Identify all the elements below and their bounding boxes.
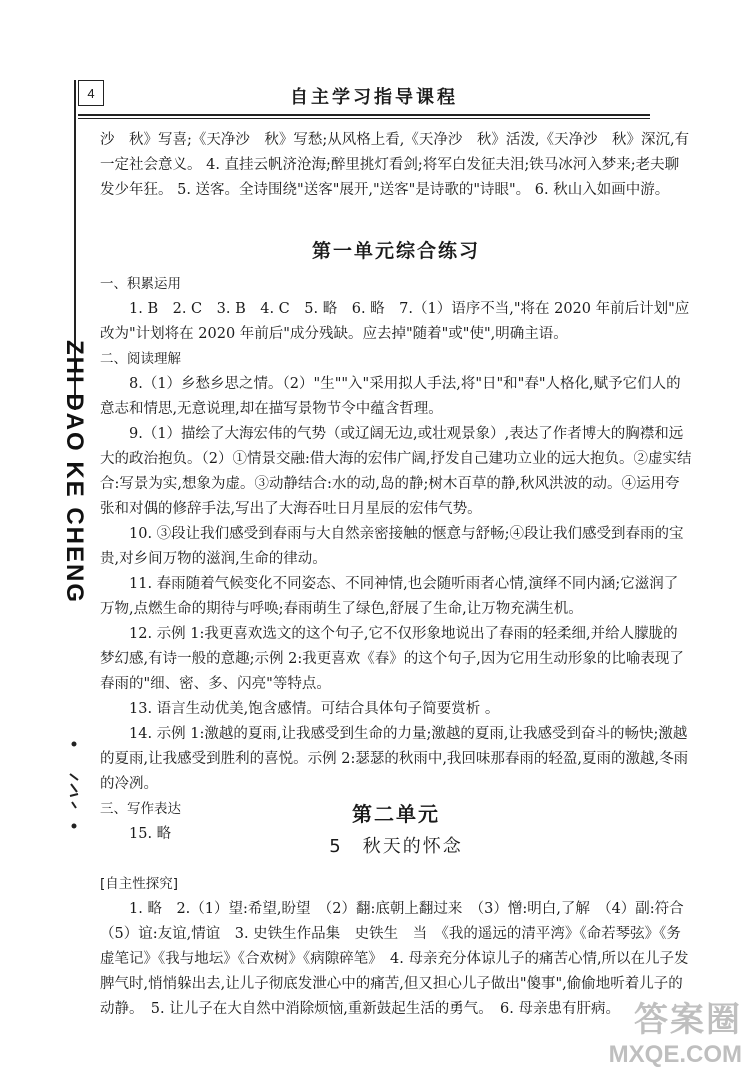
section-heading: 二、阅读理解 bbox=[100, 351, 181, 367]
watermark-logo: 答案圈 bbox=[634, 1001, 742, 1039]
bracket-heading: [自主性探究] bbox=[100, 876, 179, 892]
top-paragraph-block bbox=[100, 128, 692, 203]
answer-1-7: 1. B 2. C 3. B 4. C 5. 略 6. 略 7.（1）语序不当,"将在 2020 年前后计划"应改为"计划将在 2020 年前后"成分残缺。应去掉"随着"或"使",明确主语。 bbox=[100, 301, 690, 342]
watermark bbox=[609, 992, 742, 1069]
section-heading: 一、积累运用 bbox=[100, 276, 181, 292]
unit2-title: 第二单元 bbox=[352, 802, 440, 826]
page-number: 4 bbox=[78, 80, 104, 106]
side-series-text: ZHI DAO KE CHENG bbox=[61, 340, 88, 605]
answer-8: 8.（1）乡愁乡思之情。（2）"生""入"采用拟人手法,将"日"和"春"人格化,赋予它们人的意志和情思,无意说理,却在描写景物节令中蕴含哲理。 bbox=[100, 376, 681, 417]
answer-11: 11. 春雨随着气候变化不同姿态、不同神情,也会随听雨者心情,演绎不同内涵;它滋润了万物,点燃生命的期待与呼唤;春雨萌生了绿色,舒展了生命,让万物充满生机。 bbox=[100, 576, 679, 617]
answer-10: 10. ③段让我们感受到春雨与大自然亲密接触的惬意与舒畅;④段让我们感受到春雨的宝贵,对乡间万物的滋润,生命的律动。 bbox=[100, 526, 684, 567]
lesson-answers: 1. 略 2.（1）望:希望,盼望 （2）翻:底朝上翻过来 （3）憎:明白,了解 （4）副:符合 （5）谊:友谊,情谊 3. 史铁生作品集 史铁生 当 《我的遥远的清平湾》《命若琴弦》《务虚笔记》《我与地坛》《合欢树》《病隙碎笔》 4. 母亲充分体谅儿子的痛苦心情,所以在儿子发脾气时,悄悄躲出去,让儿子彻底发泄心中的痛苦,但又担心儿子做出"傻事",偷偷地听着儿子的动静。 5. 让儿子在大自然中消除烦恼,重新鼓起生活的勇气。 6. 母亲患有肝病。 bbox=[100, 901, 699, 1017]
answer-14: 14. 示例 1:激越的夏雨,让我感受到生命的力量;激越的夏雨,让我感受到奋斗的畅快;激越的夏雨,让我感受到胜利的喜悦。示例 2:瑟瑟的秋雨中,我回味那春雨的轻盈,夏雨的激越,冬雨的冷冽。 bbox=[100, 726, 689, 792]
top-paragraph: 沙 秋》写喜;《天净沙 秋》写愁;从风格上看,《天净沙 秋》活泼,《天净沙 秋》深沉,有一定社会意义。 4. 直挂云帆济沧海;醉里挑灯看剑;将军白发征夫泪;铁马冰河入梦来;老夫聊发少年狂。 5. 送客。全诗围绕"送客"展开,"送客"是诗歌的"诗眼"。 6. 秋山入如画中游。 bbox=[100, 132, 690, 198]
lesson-title: 5 秋天的怀念 bbox=[329, 836, 463, 857]
answer-9: 9.（1）描绘了大海宏伟的气势（或辽阔无边,或壮观景象）,表达了作者博大的胸襟和远大的政治抱负。（2）①情景交融:借大海的宏伟广阔,抒发自己建功立业的远大抱负。②虚实结合:写景为实,想象为虚。③动静结合:水的动,岛的静;树木百草的静,秋风洪波的动。④运用夸张和对偶的修辞手法,写出了大海吞吐日月星辰的宏伟气势。 bbox=[100, 426, 692, 517]
header-rule-thin bbox=[78, 118, 650, 119]
side-seal-icon bbox=[68, 770, 80, 810]
answer-12: 12. 示例 1:我更喜欢选文的这个句子,它不仅形象地说出了春雨的轻柔细,并给人朦胧的梦幻感,有诗一般的意趣;示例 2:我更喜欢《春》的这个句子,因为它用生动形象的比喻表现了春雨的"细、密、多、闪亮"等特点。 bbox=[100, 626, 684, 692]
watermark-url: MXQE.COM bbox=[608, 1041, 742, 1068]
side-mark-icon bbox=[68, 822, 80, 830]
answer-13: 13. 语言生动优美,饱含感情。可结合具体句子简要赏析 。 bbox=[129, 701, 500, 717]
side-mark-icon bbox=[68, 740, 80, 748]
header-title: 自主学习指导课程 bbox=[290, 87, 458, 108]
header-rule bbox=[78, 114, 650, 116]
unit1-title: 第一单元综合练习 bbox=[311, 240, 480, 262]
section-heading: 三、写作表达 bbox=[100, 801, 181, 817]
answer-15: 15. 略 bbox=[129, 826, 172, 842]
unit1-body bbox=[100, 272, 692, 847]
unit2-body bbox=[100, 872, 699, 1022]
